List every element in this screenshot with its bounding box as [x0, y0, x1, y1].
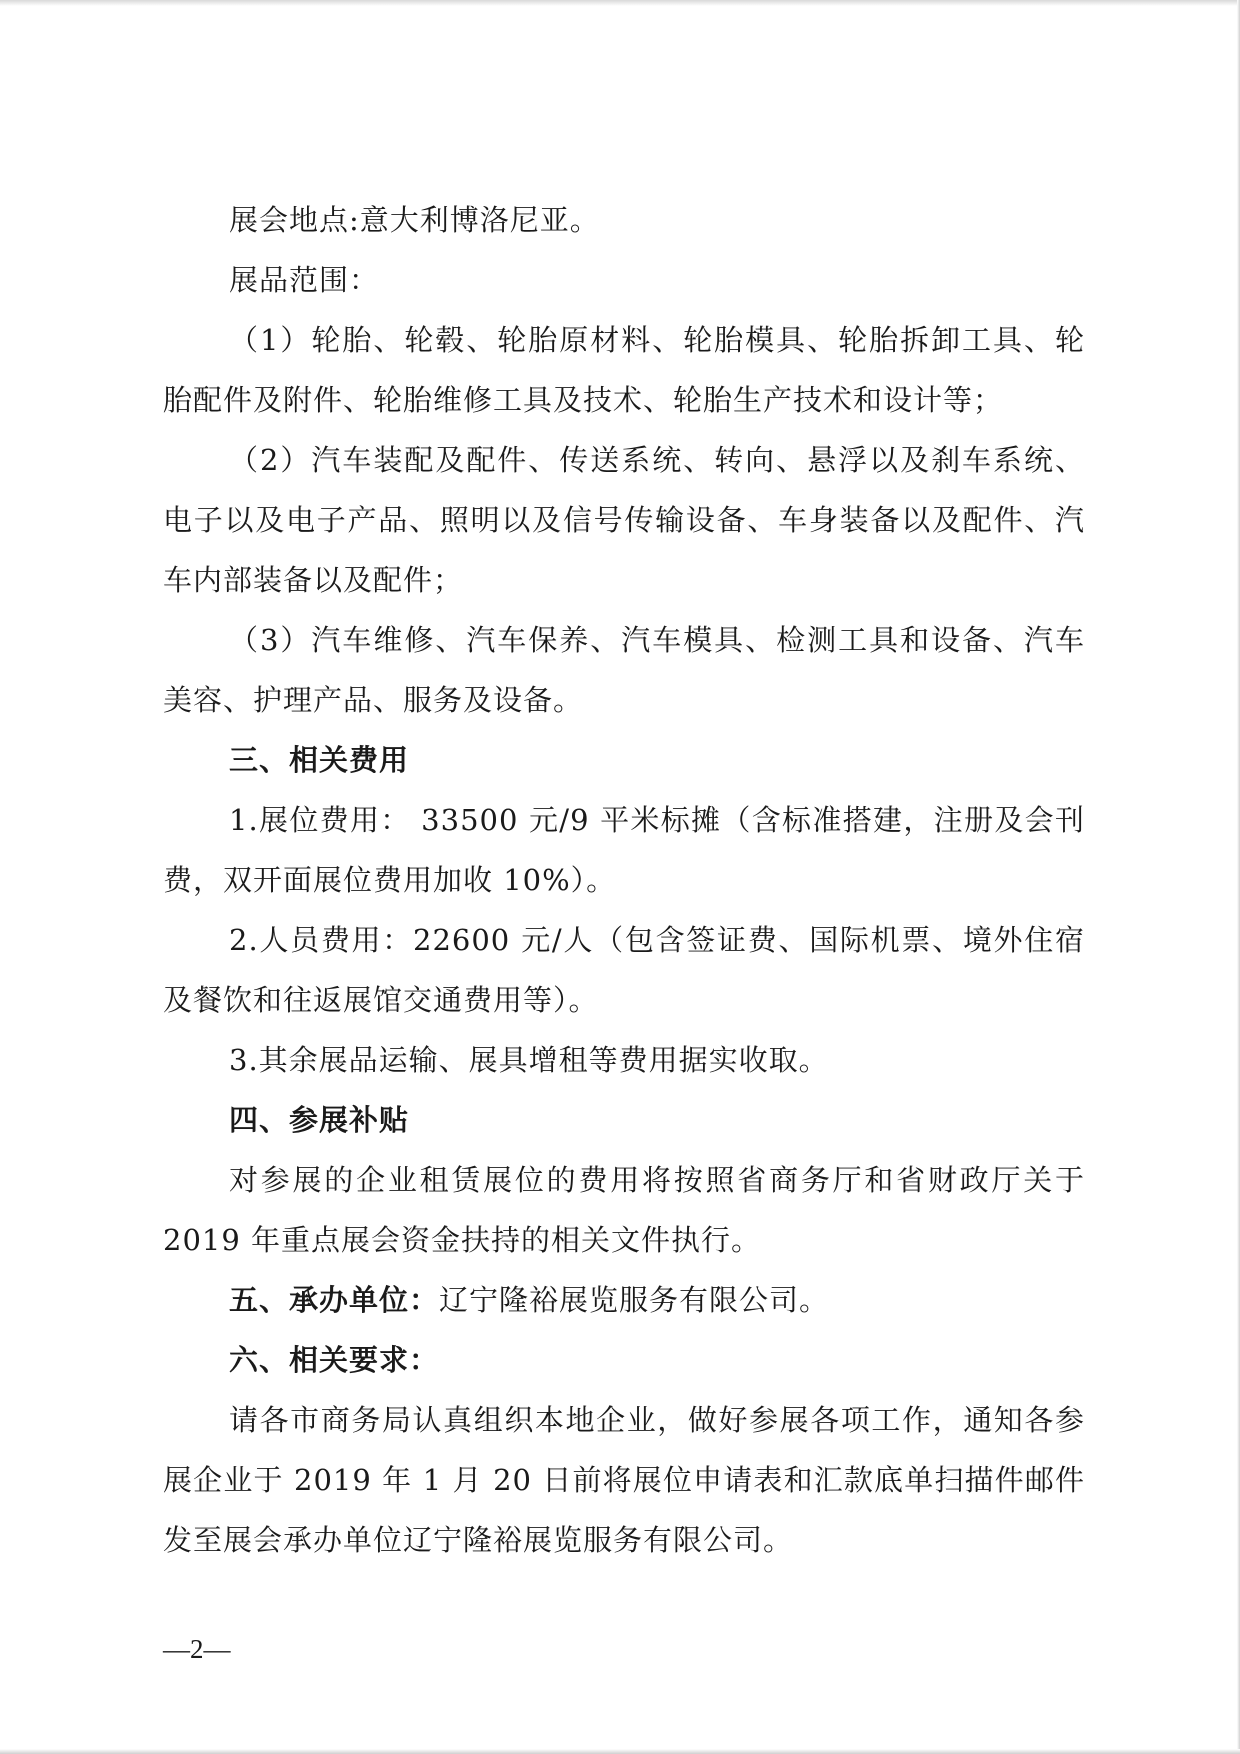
venue-paragraph: 展会地点:意大利博洛尼亚。	[229, 203, 600, 237]
fee-item-2: 2.人员费用：22600 元/人（包含签证费、国际机票、境外住宿及餐饮和往返展馆交通费用等）。	[163, 923, 1085, 1017]
fee-item-3: 3.其余展品运输、展具增租等费用据实收取。	[229, 1043, 829, 1077]
scope-item-1: （1）轮胎、轮毂、轮胎原材料、轮胎模具、轮胎拆卸工具、轮胎配件及附件、轮胎维修工具及技术、轮胎生产技术和设计等；	[163, 323, 1085, 417]
section-5-heading: 五、承办单位：	[229, 1283, 440, 1317]
scan-edge-top	[0, 0, 1240, 6]
scope-label: 展品范围：	[229, 263, 380, 297]
scope-item-3: （3）汽车维修、汽车保养、汽车模具、检测工具和设备、汽车美容、护理产品、服务及设备。	[163, 623, 1085, 717]
subsidy-paragraph: 对参展的企业租赁展位的费用将按照省商务厅和省财政厅关于 2019 年重点展会资金扶持的相关文件执行。	[163, 1163, 1085, 1257]
section-3-heading: 三、相关费用	[229, 743, 410, 777]
document-body	[163, 190, 1085, 1570]
section-6-heading: 六、相关要求：	[229, 1343, 440, 1377]
requirements-paragraph: 请各市商务局认真组织本地企业，做好参展各项工作，通知各参展企业于 2019 年 1 月 20 日前将展位申请表和汇款底单扫描件邮件发至展会承办单位辽宁隆裕展览服务有限公司。	[163, 1403, 1085, 1557]
section-5-line	[163, 1270, 1085, 1330]
fee-item-1: 1.展位费用： 33500 元/9 平米标摊（含标准搭建，注册及会刊费，双开面展位费用加收 10%）。	[163, 803, 1085, 897]
section-4-heading: 四、参展补贴	[229, 1103, 410, 1137]
scan-edge-bottom	[0, 1749, 1240, 1754]
scope-item-2: （2）汽车装配及配件、传送系统、转向、悬浮以及刹车系统、电子以及电子产品、照明以及信号传输设备、车身装备以及配件、汽车内部装备以及配件；	[163, 443, 1085, 597]
organizer-name: 辽宁隆裕展览服务有限公司。	[439, 1283, 830, 1317]
page-number: —2—	[163, 1634, 231, 1664]
